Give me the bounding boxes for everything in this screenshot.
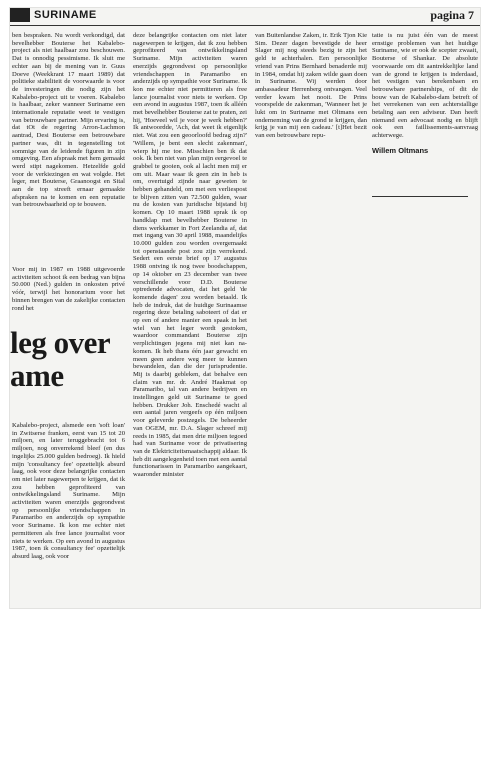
paragraph: deze belangrijke contacten om niet later nagewerpen te krijgen, dat ik zou hebben geprofiteerd van ontwikkelingsland Suriname. Mijn activiteiten waren enerzijds gegrondvest op persoonlijke vriendschappen in Paramaribo en anderzijds op sympathie voor Suriname. Ik kon me echter niet permitteren als free lance journalist voor niets te werken. Op een avond in augustus 1987, toen ik alléén met bevelhebber Bouterse zat te praten, zei hij, 'Hoeveel wil je voor je werk hebben?' Ik antwoordde, 'Ach, dat weet ik eigenlijk niet. Wat zou een geoorloofd bedrag zijn?' 'Willem, je bent een slecht zakenman', wierp hij me toe. Misschien ben ik dat ook. Ik ben niet van plan mijn eergevoel te grabbel te gooien, ook al lacht men mij er om uit. Maar waar ik geen zin in heb is om, overtuigd zijnde naar geweten te hebben gehandeld, om met een verliespost te blijven zitten van 72.500 gulden, waar nu de kosten van juridische bijstand bij komen. Op 10 maart 1988 sprak ik op handklap met bevelhebber Bouterse in diens werkkamer in Fort Zeelandia af, dat met ingang van 30 april 1988, maandelijks 10.000 gulden zou worden overgemaakt tot openstaande post zou zijn verrekend. Sedert een eerste brief op 17 augustus 1988 ontving ik nog twee boodschappen, op 14 oktober en 23 december van twee verschillende voor D.D. Bouterse optredende advocaten, dat het geld 'de komende dagen' zou worden betaald. Ik heb de indruk, dat de huidige Surinaamse regering deze betaling saboteert of dat er op een of andere manier een spaak in het wiel van het leger wordt gestoken, waardoor commandant Bouterse zijn verplichtingen jegens mij niet kan na-komen. Ik heb thans één jaar gewacht en meen geen andere weg meer te kunnen bewandelen, dan die der jurisprudentie. Mij is daarbij gebleken, dat behalve een claim van mr. dr. André Haakmat op Paramaribo, tal van andere bedrijven en instellingen geld uit Suriname te goed hebben. Drukker Joh. Enschedé wacht al een aantal jaren vergeefs op één miljoen voor geleverde postzegels. De beheerder van OGEM, mr. D.A. Slager schreef mij reeds in 1985, dat men drie miljoen tegoed had van Suriname voor de privatisering van de Elektriciteitsmaatschappij aldaar. Ik heb dit aangelegenheid toen met een aantal functionarissen in Paramaribo aangekaart, waaronder minister xyxy=(133,32,247,479)
column-4 xyxy=(372,32,478,155)
page-header xyxy=(10,8,480,30)
column-3 xyxy=(255,32,367,144)
headline xyxy=(10,326,134,392)
paragraph: van Buitenlandse Zaken, ir. Erik Tjon Kie Sim. Dezer dagen bevestigde de heer Slager mij nog steeds bezig te zijn het geld te achterhalen. Een persoonlijke vriend van Prins Bernhard benaderde mij in 1984, omdat hij zaken wilde gaan doen in Suriname. Wij werden door ambassadeur Herrenberg ontvangen. Veel verder kwam het nooit. De Prins voorspelde de zakenman, 'Wanneer het je lukt om in Suriname met Oltmans een onderneming van de grond te krijgen, dan krijg je van mij een cadeau.' [t]Het bezit van een betrouwbare repu- xyxy=(255,32,367,140)
paragraph: Voor mij in 1987 en 1988 uitgevoerde activiteiten schoot ik een bedrag van bijna 50.000 (Ned.) gulden in onkosten privé vóór, terwijl het honorarium voor het binnen brengen van de zakelijke contacten rond het xyxy=(12,266,125,312)
column-1-bottom xyxy=(12,422,125,565)
author-byline: Willem Oltmans xyxy=(372,145,429,155)
column-1-top xyxy=(12,32,125,213)
headline-line-2: ame xyxy=(10,358,64,393)
header-rule xyxy=(10,25,480,26)
page-number: pagina 7 xyxy=(430,8,474,22)
section-marker-bar xyxy=(10,8,30,22)
headline-line-1: leg over xyxy=(10,325,111,360)
newspaper-clipping xyxy=(10,8,480,608)
paragraph: tatie is nu juist één van de meest ernstige problemen van het huidige Suriname, wie er ook de scepter zwaait, Bouterse of Shankar. De absolute voorwaarde om dit aantrekkelijke land van de grond te krijgen is inderdaad, het vestigen van berekenbaen en betrouwbare partnerships, of dit de bouw van de Kabalebo-dam betreft of het verrekenen van een achterstallige betaling aan een adviseur. Dan heeft niemand een advocaat nodig en blijft ook een faillissements-aanvraag achterwege. xyxy=(372,32,478,140)
section-title: SURINAME xyxy=(34,9,97,21)
paragraph: Kabalebo-project, alsmede een 'soft loan' in Zwitserse franken, eerst van 15 tot 20 miljoen, en later teruggebracht tot 6 miljoen, nog onverrekend bleef (en dus ingelijks 25.000 gulden bedroeg). Ik hield mijn 'consultancy fee' opzettelijk absurd laag, ook voor deze belangrijke contacten om niet later nagewerpen te krijgen, dat ik zou hebben geprofiteerd van ontwikkelingsland Suriname. Mijn activiteiten waren enerzijds gegrondvest op persoonlijke vriendschappen in Paramaribo en anderzijds op sympathie voor Suriname. Ik kon me echter niet permitteren als free lance journalist voor niets te werken. Op een avond in augustus 1987, toen ik consultancy fee' opzettelijk absurd laag, ook voor xyxy=(12,422,125,560)
paragraph: ben bespraken. Nu wordt verkondigd, dat bevelhebber Bouterse het Kabalebo-project als niet haalbaar zou beschouwen. Dat is onnodig pessimisme. Ik sluit me echter aan bij de mening van ir. Guus Doeve (Weekkrant 17 maart 1989) dat politieke stabiliteit de voorwaarde is voor de investeringen die nodig zijn het Kabalebo-project uit te voeren. Kabalebo is haalbaar, zeker wanneer Suriname een internationale reputatie weet te vestigen van betrouwbare partner. Mijn ervaring is, dat tOt de regering Arron-Lachmon aantrad, Desi Bouterse een betrouwbare partner was, dit in tegenstelling tot sommige van de leidende figuren in zijn omgeving. Een afspraak met hem gemaakt werd stipt nagekomen. Hetzelfde gold voor de verkiezingen en wat volgde. Het leger, met Bouterse, Graanoogst en Sital aan de top streeft ernaar gemaakte afspraken na te komen en een reputatie van betrouwbaarheid op te bouwen. xyxy=(12,32,125,209)
byline-rule xyxy=(372,196,468,197)
column-1-middle xyxy=(12,266,125,316)
column-2 xyxy=(133,32,247,483)
